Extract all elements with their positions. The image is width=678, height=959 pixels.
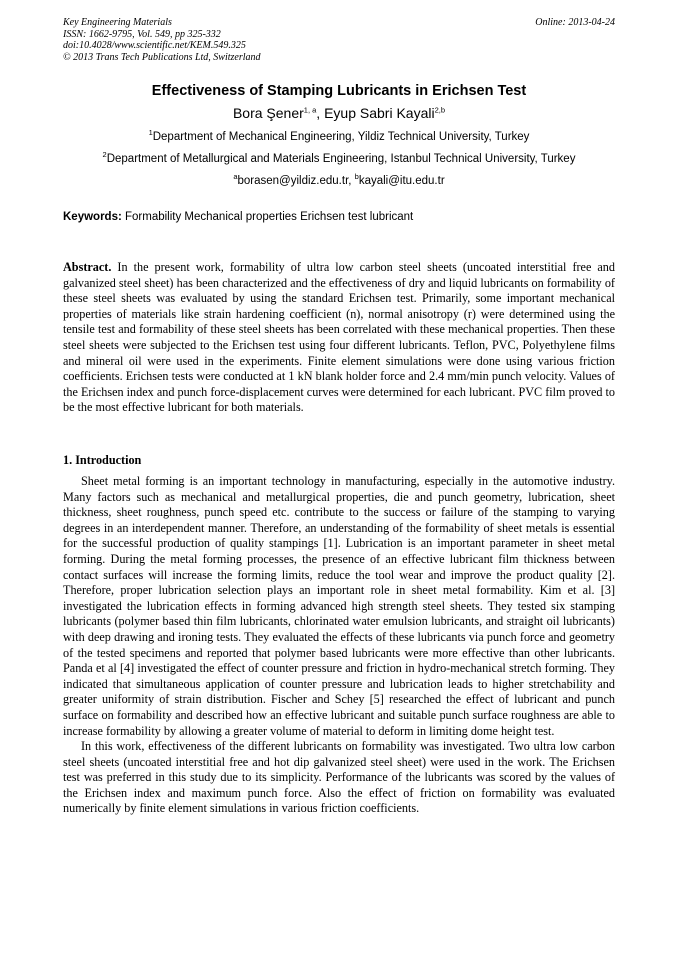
affiliation-1 xyxy=(63,130,615,145)
affiliation-text: Department of Mechanical Engineering, Yildiz Technical University, Turkey xyxy=(152,131,530,143)
keywords xyxy=(63,210,615,225)
abstract-text: In the present work, formability of ultra low carbon steel sheets (uncoated interstitial free and galvanized steel sheet) has been characterized and the effectiveness of dry and liquid lubricants on formability of these steel sheets was evaluated by using the standard Erichsen test. Primarily, some important mechanical properties of materials like strain hardening coefficient (n), normal anisotropy (r) were determined using the tensile test and formability of these steel sheets has been correlated with these mechanical properties. Then these steel sheets were subjected to the Erichsen test using four different lubricants. Teflon, PVC, Polyethylene films and mineral oil were used in the experiments. Finite element simulations were done using various friction coefficients. Erichsen tests were conducted at 1 kN blank holder force and 2.4 mm/min punch velocity. Values of the Erichsen index and punch force-displacement curves were determined for each lubricant. PVC film proved to be the most effective lubricant for both materials. xyxy=(63,260,615,415)
author-superscript: 2,b xyxy=(434,105,446,115)
online-date: Online: 2013-04-24 xyxy=(535,17,615,28)
author-emails xyxy=(63,174,615,189)
author-superscript: 1, a xyxy=(303,105,317,115)
keywords-label: Keywords: xyxy=(63,211,122,223)
section-heading: 1. Introduction xyxy=(63,453,142,467)
journal-name: Key Engineering Materials xyxy=(63,17,172,28)
author-name: Bora Şener xyxy=(232,105,304,121)
email-text: borasen@yildiz.edu.tr, xyxy=(237,175,355,187)
abstract xyxy=(63,260,615,416)
email-marker: b xyxy=(354,172,359,182)
issn-line: ISSN: 1662-9795, Vol. 549, pp 325-332 xyxy=(63,28,221,40)
affiliation-number: 1 xyxy=(148,128,153,138)
paragraph: Sheet metal forming is an important technology in manufacturing, especially in the automotive industry. Many factors such as mechanical and metallurgical properties, die and punch geometry, lubrication, sheet thickness, sheet roughness, punch speed etc. contribute to the success or failure of the stamping to varying degrees in an interdependent manner. Therefore, an understanding of the formability of sheet metals is essential for the successful production of quality stampings [1]. Lubrication is an important parameter in sheet metal forming. During the metal forming processes, the presence of an effective lubricant film thickness between contact surfaces will increase the forming limits, reduce the tool wear and improve the product quality [2]. Therefore, proper lubrication selection plays an important role in sheet metal formability. Kim et al. [3] investigated the lubrication effects in forming advanced high strength steel sheets. They tested six stamping lubricants (polymer based thin film lubricants, chlorinated water emulsion lubricants, and straight oil lubricants) with deep drawing and ironing tests. They evaluated the effects of these lubricants via punch force and geometry of the tested specimens and reported that polymer based lubricants were more effective than other lubricants. Panda et al [4] investigated the effect of counter pressure and friction in hydro-mechanical stretch forming. They indicated that simultaneous application of counter pressure and lubrication leads to higher stretchability and greater uniformity of strain distribution. Fischer and Schey [5] researched the effect of lubricant and punch surface on formability and described how an effective lubricant and suitable punch surface roughness are able to increase formability by allowing a greater volume of material to deform in limiting dome height test. xyxy=(63,474,615,738)
paragraph: In this work, effectiveness of the different lubricants on formability was investigated. Two ultra low carbon steel sheets (uncoated interstitial free and hot dip galvanized steel sheet) were used in the work. The Erichsen test was preferred in this study due to its simplicity. Performance of the lubricants was scored by the values of the Erichsen index and maximum punch force. Also the effect of friction on formability was evaluated numerically by finite element simulations in various friction coefficients. xyxy=(63,739,615,816)
paper-title: Effectiveness of Stamping Lubricants in Erichsen Test xyxy=(151,83,527,99)
affiliation-text: Department of Metallurgical and Materials Engineering, Istanbul Technical University, Turkey xyxy=(106,153,576,165)
author-line xyxy=(63,104,615,122)
affiliation-2 xyxy=(63,152,615,167)
journal-header xyxy=(63,17,615,63)
copyright-line: © 2013 Trans Tech Publications Ltd, Switzerland xyxy=(63,51,261,63)
email-text: kayali@itu.edu.tr xyxy=(358,175,445,187)
abstract-paragraph xyxy=(63,260,615,416)
affiliation-number: 2 xyxy=(102,150,107,160)
author-name: Eyup Sabri Kayali xyxy=(324,105,435,121)
email-marker: a xyxy=(233,172,238,182)
doi-line: doi:10.4028/www.scientific.net/KEM.549.325 xyxy=(63,40,246,51)
author-separator: , xyxy=(316,105,325,121)
keywords-text: Formability Mechanical properties Erichsen test lubricant xyxy=(121,211,414,223)
introduction-body xyxy=(63,474,615,817)
abstract-label: Abstract. xyxy=(63,260,112,274)
